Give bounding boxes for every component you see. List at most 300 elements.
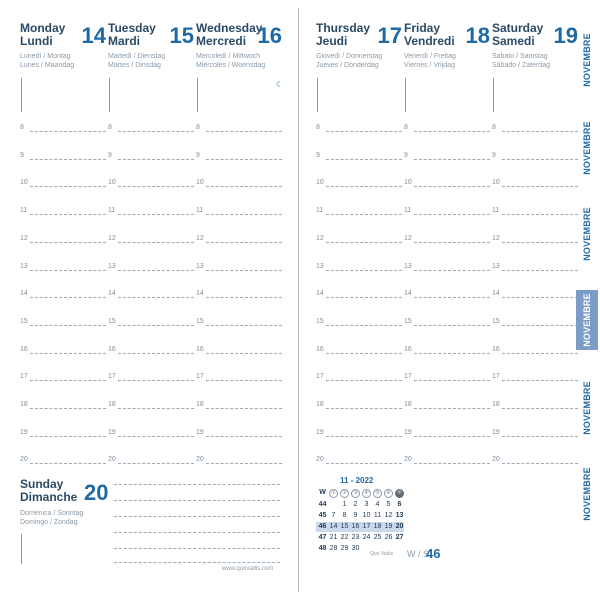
hour-label: 20 bbox=[108, 456, 116, 464]
sunday-translation-1: Domenica / Sonntag bbox=[20, 510, 84, 517]
hour-slot[interactable] bbox=[108, 235, 196, 245]
hour-line bbox=[326, 380, 402, 381]
hour-label: 14 bbox=[108, 290, 116, 298]
hour-slot[interactable] bbox=[108, 179, 196, 189]
hour-line bbox=[502, 325, 578, 326]
hour-slot[interactable] bbox=[196, 401, 284, 411]
hour-label: 18 bbox=[316, 401, 324, 408]
sunday-marker bbox=[21, 534, 22, 564]
hour-label: 9 bbox=[492, 151, 496, 159]
hour-line bbox=[30, 270, 106, 271]
hour-slot[interactable] bbox=[492, 207, 580, 217]
sunday-line[interactable] bbox=[114, 562, 280, 563]
hour-slot[interactable] bbox=[404, 318, 492, 328]
day-number: 16 bbox=[257, 23, 282, 48]
hour-slot[interactable] bbox=[196, 290, 284, 300]
hour-slot[interactable] bbox=[492, 235, 580, 245]
hour-line bbox=[326, 463, 402, 464]
hour-label: 19 bbox=[108, 428, 116, 436]
hour-label: 14 bbox=[316, 290, 324, 298]
hour-slot[interactable] bbox=[316, 263, 404, 273]
hour-label: 8 bbox=[108, 124, 112, 131]
hour-label: 18 bbox=[108, 401, 116, 408]
week-label: W / S bbox=[407, 549, 429, 559]
hour-slot[interactable] bbox=[404, 373, 492, 383]
hour-line bbox=[118, 270, 194, 271]
hour-line bbox=[414, 214, 490, 215]
month-tab-label: NOVEMBRE bbox=[582, 121, 592, 175]
hour-line bbox=[206, 463, 282, 464]
mini-calendar-day[interactable]: 28 bbox=[329, 545, 338, 552]
hour-line bbox=[118, 214, 194, 215]
month-tab[interactable] bbox=[576, 30, 598, 90]
month-tab[interactable] bbox=[576, 464, 598, 524]
hour-line bbox=[206, 131, 282, 132]
hour-label: 20 bbox=[316, 456, 324, 464]
sunday-line[interactable] bbox=[114, 484, 280, 485]
day-number: 17 bbox=[377, 23, 402, 48]
day-column bbox=[196, 22, 284, 472]
hour-slot[interactable] bbox=[316, 373, 404, 383]
day-column bbox=[316, 22, 404, 472]
hour-slot[interactable] bbox=[316, 235, 404, 245]
hour-slot[interactable] bbox=[316, 124, 404, 134]
month-tab-label: NOVEMBRE bbox=[582, 33, 592, 87]
hour-line bbox=[502, 297, 578, 298]
hour-slot[interactable] bbox=[196, 318, 284, 328]
hour-slot[interactable] bbox=[20, 263, 108, 273]
mini-calendar-day[interactable]: 6 bbox=[397, 501, 402, 508]
hour-line bbox=[502, 353, 578, 354]
website-url: www.quovadis.com bbox=[222, 566, 274, 572]
hour-label: 15 bbox=[316, 317, 324, 325]
hour-slot[interactable] bbox=[20, 401, 108, 411]
hour-label: 20 bbox=[20, 456, 28, 464]
hour-label: 14 bbox=[404, 290, 412, 298]
hour-slot[interactable] bbox=[20, 290, 108, 300]
hour-label: 11 bbox=[20, 207, 28, 215]
month-tab[interactable] bbox=[576, 204, 598, 264]
hour-slot[interactable] bbox=[404, 152, 492, 162]
mini-calendar-day[interactable]: 19 bbox=[384, 523, 393, 530]
hour-slot[interactable] bbox=[196, 456, 284, 466]
hour-slot[interactable] bbox=[316, 401, 404, 411]
hour-line bbox=[326, 159, 402, 160]
hour-line bbox=[502, 463, 578, 464]
hour-slot[interactable] bbox=[492, 124, 580, 134]
hour-line bbox=[30, 297, 106, 298]
mini-calendar-day[interactable]: 12 bbox=[384, 512, 393, 519]
month-tab[interactable] bbox=[576, 290, 598, 350]
hour-label: 14 bbox=[20, 290, 28, 298]
hour-slot[interactable] bbox=[108, 207, 196, 217]
day-translation-1: Giovedì / Donnerstag bbox=[316, 53, 383, 60]
hour-slot[interactable] bbox=[196, 235, 284, 245]
hour-label: 16 bbox=[404, 345, 412, 353]
hour-slot[interactable] bbox=[316, 179, 404, 189]
hour-line bbox=[502, 186, 578, 187]
hour-line bbox=[30, 463, 106, 464]
hour-label: 18 bbox=[404, 401, 412, 408]
hour-slot[interactable] bbox=[316, 429, 404, 439]
mini-calendar-week bbox=[316, 500, 404, 510]
hour-slot[interactable] bbox=[492, 373, 580, 383]
mini-calendar-day[interactable]: 13 bbox=[395, 512, 404, 519]
hour-line bbox=[30, 159, 106, 160]
hour-slot[interactable] bbox=[108, 456, 196, 466]
day-marker bbox=[493, 78, 494, 112]
hour-slot[interactable] bbox=[316, 290, 404, 300]
mini-calendar-day: ⑦ bbox=[395, 489, 404, 498]
sunday-name-fr: Dimanche bbox=[20, 490, 78, 504]
hour-slot[interactable] bbox=[20, 124, 108, 134]
hour-label: 13 bbox=[20, 262, 28, 270]
day-number: 14 bbox=[81, 23, 106, 48]
hour-label: 14 bbox=[492, 290, 500, 298]
day-column bbox=[20, 22, 108, 472]
hour-line bbox=[326, 436, 402, 437]
mini-calendar-day[interactable]: 29 bbox=[340, 545, 349, 552]
mini-calendar-week bbox=[316, 511, 404, 521]
hour-slot[interactable] bbox=[108, 124, 196, 134]
month-tab[interactable] bbox=[576, 378, 598, 438]
hour-line bbox=[326, 408, 402, 409]
hour-slot[interactable] bbox=[492, 290, 580, 300]
mini-calendar-day[interactable]: 7 bbox=[331, 512, 336, 519]
hour-line bbox=[30, 131, 106, 132]
mini-calendar-week-number: 47 bbox=[318, 534, 327, 541]
hour-slot[interactable] bbox=[196, 429, 284, 439]
hour-label: 16 bbox=[316, 345, 324, 353]
brand-small: Quo Vadis bbox=[370, 551, 393, 557]
mini-calendar-day: ③ bbox=[351, 489, 360, 498]
hour-line bbox=[30, 436, 106, 437]
day-name-en: Saturday bbox=[492, 21, 544, 35]
hour-label: 13 bbox=[404, 262, 412, 270]
hour-line bbox=[206, 325, 282, 326]
hour-label: 11 bbox=[196, 207, 204, 215]
hour-slot[interactable] bbox=[404, 124, 492, 134]
month-tab-label: NOVEMBRE bbox=[582, 293, 592, 347]
hour-label: 14 bbox=[196, 290, 204, 298]
mini-calendar-day[interactable]: 11 bbox=[373, 512, 382, 519]
mini-calendar-day[interactable]: 3 bbox=[364, 501, 369, 508]
mini-calendar-day[interactable]: 27 bbox=[395, 534, 404, 541]
hour-label: 8 bbox=[196, 124, 200, 131]
hour-line bbox=[414, 131, 490, 132]
hour-slot[interactable] bbox=[404, 429, 492, 439]
hour-line bbox=[118, 131, 194, 132]
hour-line bbox=[118, 159, 194, 160]
day-translation-2: Miércoles / Woensdag bbox=[196, 62, 266, 69]
day-translation-1: Martedì / Dienstag bbox=[108, 53, 166, 60]
day-translation-1: Venerdì / Freitag bbox=[404, 53, 456, 60]
mini-calendar-week-number: W bbox=[319, 489, 326, 496]
mini-calendar-day[interactable]: 25 bbox=[373, 534, 382, 541]
hour-label: 18 bbox=[492, 401, 500, 408]
hour-label: 11 bbox=[316, 207, 324, 215]
mini-calendar-day[interactable]: 8 bbox=[342, 512, 347, 519]
mini-calendar-day[interactable]: 18 bbox=[373, 523, 382, 530]
hour-slot[interactable] bbox=[492, 429, 580, 439]
hour-label: 8 bbox=[492, 124, 496, 131]
mini-calendar-day: ⑥ bbox=[384, 489, 393, 498]
mini-calendar-day[interactable]: 16 bbox=[351, 523, 360, 530]
mini-calendar-day[interactable]: 15 bbox=[340, 523, 349, 530]
hour-label: 12 bbox=[492, 234, 500, 242]
hour-label: 19 bbox=[196, 428, 204, 436]
hour-slot[interactable] bbox=[108, 429, 196, 439]
hour-line bbox=[414, 380, 490, 381]
hour-slot[interactable] bbox=[108, 373, 196, 383]
mini-calendar-day[interactable]: 26 bbox=[384, 534, 393, 541]
hour-slot[interactable] bbox=[404, 207, 492, 217]
mini-calendar-day: ④ bbox=[362, 489, 371, 498]
day-name-fr: Mardi bbox=[108, 34, 141, 48]
hour-line bbox=[206, 186, 282, 187]
month-tab-label: NOVEMBRE bbox=[582, 381, 592, 435]
hour-line bbox=[118, 380, 194, 381]
hour-slot[interactable] bbox=[404, 263, 492, 273]
hour-label: 17 bbox=[404, 373, 412, 381]
mini-calendar-day[interactable]: 5 bbox=[386, 501, 391, 508]
mini-calendar-week-number: 45 bbox=[318, 512, 327, 519]
day-number: 18 bbox=[465, 23, 490, 48]
mini-calendar-day[interactable]: 30 bbox=[351, 545, 360, 552]
mini-calendar-day[interactable]: 10 bbox=[362, 512, 371, 519]
day-name-fr: Jeudi bbox=[316, 34, 348, 48]
hour-label: 8 bbox=[404, 124, 408, 131]
hour-slot[interactable] bbox=[404, 401, 492, 411]
hour-slot[interactable] bbox=[20, 318, 108, 328]
hour-slot[interactable] bbox=[20, 373, 108, 383]
hour-slot[interactable] bbox=[196, 124, 284, 134]
hour-label: 19 bbox=[492, 428, 500, 436]
mini-calendar-day[interactable]: 22 bbox=[340, 534, 349, 541]
month-tab-label: NOVEMBRE bbox=[582, 467, 592, 521]
day-marker bbox=[197, 78, 198, 112]
sunday-name-en: Sunday bbox=[20, 477, 64, 491]
hour-line bbox=[502, 408, 578, 409]
hour-label: 13 bbox=[108, 262, 116, 270]
hour-slot[interactable] bbox=[20, 456, 108, 466]
hour-slot[interactable] bbox=[196, 373, 284, 383]
month-tab[interactable] bbox=[576, 118, 598, 178]
hour-line bbox=[502, 436, 578, 437]
hour-label: 10 bbox=[404, 179, 412, 187]
day-translation-2: Lunes / Maandag bbox=[20, 62, 75, 69]
day-number: 19 bbox=[553, 23, 578, 48]
hour-slot[interactable] bbox=[492, 401, 580, 411]
hour-label: 11 bbox=[108, 207, 116, 215]
month-tab-label: NOVEMBRE bbox=[582, 207, 592, 261]
mini-calendar-day[interactable]: 4 bbox=[375, 501, 380, 508]
hour-line bbox=[206, 436, 282, 437]
hour-slot[interactable] bbox=[20, 429, 108, 439]
day-name-en: Thursday bbox=[316, 21, 371, 35]
hour-label: 9 bbox=[20, 151, 24, 159]
hour-line bbox=[502, 380, 578, 381]
hour-label: 15 bbox=[196, 317, 204, 325]
hour-label: 12 bbox=[20, 234, 28, 242]
sunday-line[interactable] bbox=[114, 532, 280, 533]
day-translation-1: Lunedì / Montag bbox=[20, 53, 71, 60]
mini-calendar-day: ② bbox=[340, 489, 349, 498]
hour-slot[interactable] bbox=[404, 235, 492, 245]
mini-calendar-day[interactable]: 2 bbox=[353, 501, 358, 508]
hour-line bbox=[414, 270, 490, 271]
hour-line bbox=[414, 186, 490, 187]
day-name-fr: Mercredi bbox=[196, 34, 247, 48]
hour-label: 18 bbox=[196, 401, 204, 408]
hour-line bbox=[502, 131, 578, 132]
hour-line bbox=[30, 408, 106, 409]
day-translation-1: Sabato / Samstag bbox=[492, 53, 548, 60]
hour-line bbox=[118, 186, 194, 187]
hour-slot[interactable] bbox=[108, 346, 196, 356]
day-column bbox=[108, 22, 196, 472]
hour-label: 11 bbox=[404, 207, 412, 215]
mini-calendar-day: ① bbox=[329, 489, 338, 498]
hour-label: 10 bbox=[20, 179, 28, 187]
hour-slot[interactable] bbox=[20, 235, 108, 245]
hour-line bbox=[118, 353, 194, 354]
mini-calendar-week-number: 48 bbox=[318, 545, 327, 552]
hour-line bbox=[414, 297, 490, 298]
hour-label: 10 bbox=[196, 179, 204, 187]
hour-line bbox=[414, 408, 490, 409]
hour-label: 15 bbox=[492, 317, 500, 325]
day-number: 15 bbox=[169, 23, 194, 48]
hour-line bbox=[414, 242, 490, 243]
hour-line bbox=[414, 325, 490, 326]
hour-line bbox=[414, 159, 490, 160]
mini-calendar-day[interactable]: 21 bbox=[329, 534, 338, 541]
day-marker bbox=[21, 78, 22, 112]
hour-line bbox=[502, 270, 578, 271]
hour-slot[interactable] bbox=[108, 318, 196, 328]
hour-slot[interactable] bbox=[316, 456, 404, 466]
hour-slot[interactable] bbox=[404, 179, 492, 189]
hour-slot[interactable] bbox=[108, 152, 196, 162]
hour-line bbox=[326, 270, 402, 271]
hour-slot[interactable] bbox=[492, 152, 580, 162]
hour-line bbox=[206, 408, 282, 409]
hour-line bbox=[30, 214, 106, 215]
hour-line bbox=[326, 297, 402, 298]
hour-slot[interactable] bbox=[492, 318, 580, 328]
hour-slot[interactable] bbox=[316, 152, 404, 162]
hour-label: 9 bbox=[196, 151, 200, 159]
hour-slot[interactable] bbox=[316, 346, 404, 356]
week-number: 46 bbox=[426, 546, 441, 561]
moon-phase-icon: ☾ bbox=[276, 80, 284, 89]
hour-slot[interactable] bbox=[404, 456, 492, 466]
hour-line bbox=[326, 353, 402, 354]
hour-line bbox=[206, 214, 282, 215]
mini-calendar-day[interactable]: 24 bbox=[362, 534, 371, 541]
mini-calendar-day[interactable]: 14 bbox=[329, 523, 338, 530]
mini-calendar-day[interactable]: 20 bbox=[395, 523, 404, 530]
hour-slot[interactable] bbox=[20, 179, 108, 189]
mini-calendar-week-number: 46 bbox=[318, 523, 327, 530]
hour-label: 16 bbox=[108, 345, 116, 353]
hour-slot[interactable] bbox=[492, 456, 580, 466]
hour-slot[interactable] bbox=[196, 207, 284, 217]
hour-label: 8 bbox=[316, 124, 320, 131]
hour-slot[interactable] bbox=[196, 152, 284, 162]
hour-slot[interactable] bbox=[316, 207, 404, 217]
hour-line bbox=[326, 131, 402, 132]
hour-slot[interactable] bbox=[492, 179, 580, 189]
day-translation-2: Viernes / Vrijdag bbox=[404, 62, 455, 69]
mini-calendar-day[interactable]: 23 bbox=[351, 534, 360, 541]
hour-slot[interactable] bbox=[196, 346, 284, 356]
hour-label: 20 bbox=[196, 456, 204, 464]
hour-line bbox=[502, 159, 578, 160]
hour-line bbox=[118, 436, 194, 437]
hour-label: 12 bbox=[108, 234, 116, 242]
hour-slot[interactable] bbox=[492, 263, 580, 273]
hour-slot[interactable] bbox=[404, 346, 492, 356]
day-marker bbox=[317, 78, 318, 112]
hour-label: 13 bbox=[196, 262, 204, 270]
mini-calendar-week-number: 44 bbox=[318, 501, 327, 508]
hour-line bbox=[206, 353, 282, 354]
day-translation-2: Martes / Dinsdag bbox=[108, 62, 161, 69]
day-column bbox=[492, 22, 580, 472]
hour-label: 10 bbox=[108, 179, 116, 187]
hour-line bbox=[502, 214, 578, 215]
sunday-line[interactable] bbox=[114, 500, 280, 501]
hour-slot[interactable] bbox=[20, 207, 108, 217]
hour-label: 12 bbox=[316, 234, 324, 242]
hour-line bbox=[118, 325, 194, 326]
hour-slot[interactable] bbox=[196, 263, 284, 273]
mini-calendar-day[interactable]: 17 bbox=[362, 523, 371, 530]
hour-slot[interactable] bbox=[492, 346, 580, 356]
hour-slot[interactable] bbox=[404, 290, 492, 300]
hour-label: 20 bbox=[492, 456, 500, 464]
hour-line bbox=[326, 214, 402, 215]
hour-line bbox=[118, 297, 194, 298]
hour-slot[interactable] bbox=[20, 346, 108, 356]
hour-slot[interactable] bbox=[196, 179, 284, 189]
hour-slot[interactable] bbox=[20, 152, 108, 162]
hour-slot[interactable] bbox=[108, 290, 196, 300]
hour-line bbox=[30, 353, 106, 354]
hour-slot[interactable] bbox=[108, 263, 196, 273]
hour-label: 17 bbox=[316, 373, 324, 381]
hour-line bbox=[414, 463, 490, 464]
mini-calendar-title: 11 - 2022 bbox=[340, 476, 374, 485]
hour-label: 17 bbox=[492, 373, 500, 381]
hour-slot[interactable] bbox=[316, 318, 404, 328]
hour-label: 8 bbox=[20, 124, 24, 131]
hour-line bbox=[206, 297, 282, 298]
hour-label: 10 bbox=[316, 179, 324, 187]
hour-slot[interactable] bbox=[108, 401, 196, 411]
mini-calendar-day[interactable]: 9 bbox=[353, 512, 358, 519]
day-name-en: Friday bbox=[404, 21, 441, 35]
hour-label: 15 bbox=[108, 317, 116, 325]
hour-label: 10 bbox=[492, 179, 500, 187]
sunday-line[interactable] bbox=[114, 548, 280, 549]
mini-calendar-day[interactable]: 1 bbox=[342, 501, 347, 508]
hour-label: 9 bbox=[316, 151, 320, 159]
page-spine bbox=[298, 8, 299, 592]
sunday-line[interactable] bbox=[114, 516, 280, 517]
